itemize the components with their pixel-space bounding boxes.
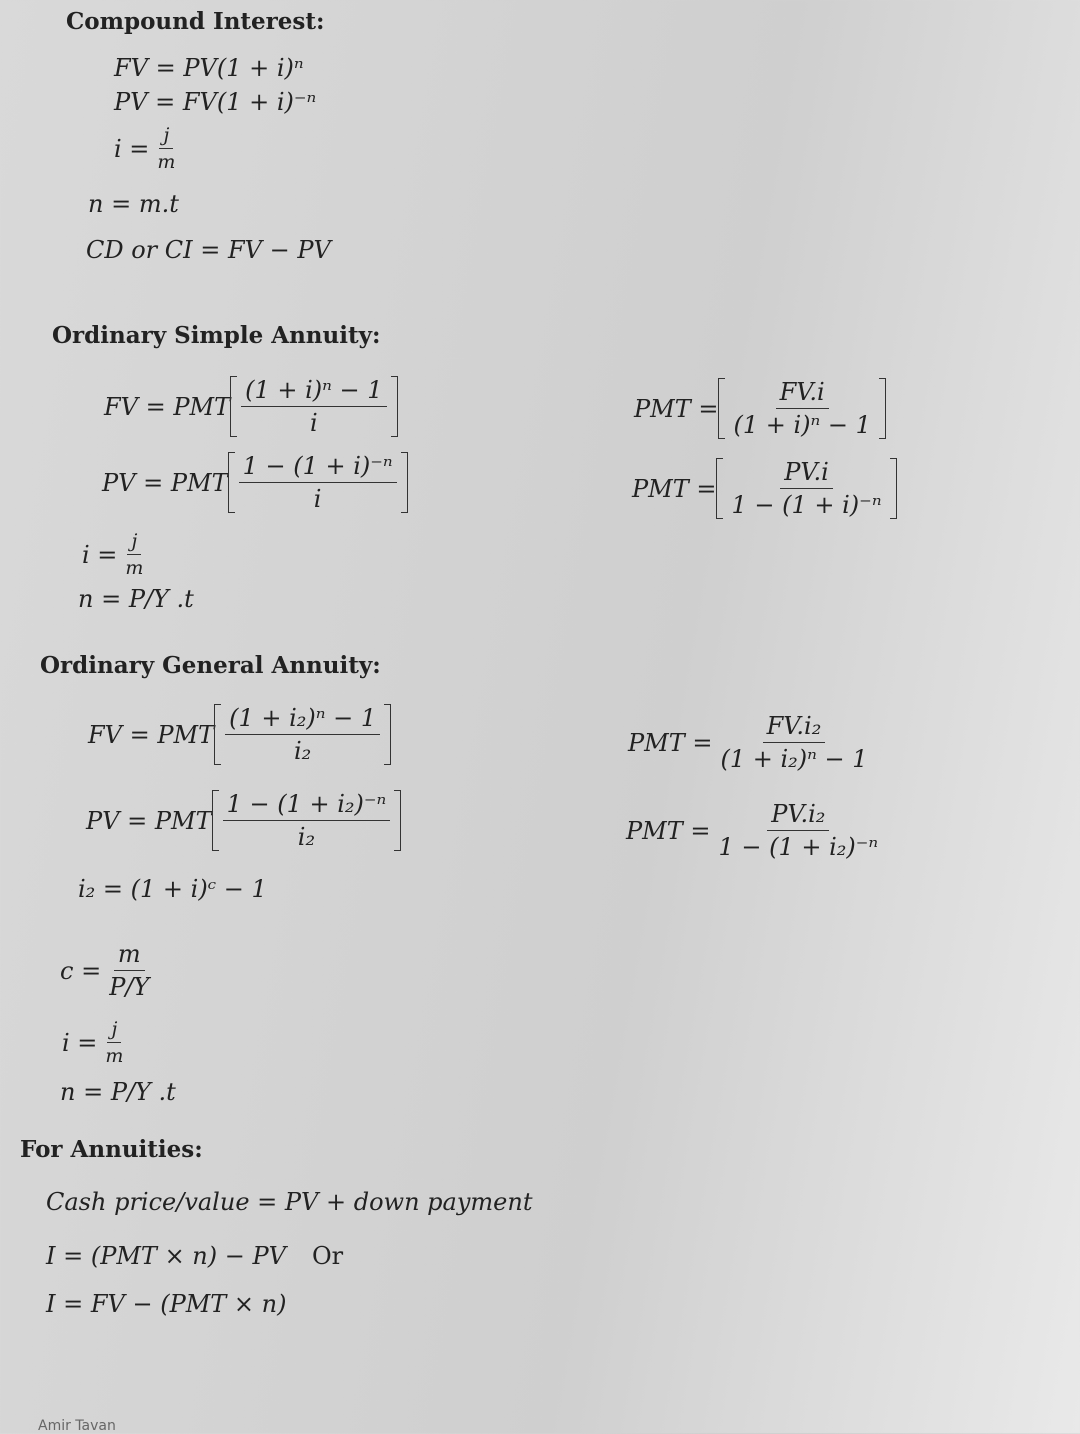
or-text: Or — [311, 1242, 344, 1270]
compound-i-lhs: i = — [114, 134, 150, 163]
general-fv-bracket — [214, 704, 391, 765]
simple-pmt-pv-fraction — [727, 458, 885, 519]
simple-i-lhs: i = — [82, 540, 118, 569]
general-annuity-heading: Ordinary General Annuity: — [40, 652, 381, 679]
simple-fv-lhs: FV = PMT — [104, 392, 231, 421]
simple-annuity-heading: Ordinary Simple Annuity: — [52, 322, 381, 349]
general-fv-formula — [88, 704, 391, 765]
simple-pv-bracket — [228, 452, 408, 513]
compound-i-denominator: m — [157, 151, 176, 173]
simple-pmt-fv-denominator: (1 + i)ⁿ − 1 — [733, 411, 871, 439]
general-pmt-fv-denominator: (1 + i₂)ⁿ − 1 — [720, 745, 868, 773]
for-annuities-heading: For Annuities: — [20, 1136, 203, 1163]
simple-n-formula: n = P/Y .t — [78, 585, 194, 613]
general-c-fraction — [105, 940, 153, 1001]
compound-heading: Compound Interest: — [66, 8, 325, 35]
simple-fv-denominator: i — [309, 409, 318, 437]
author-footer: Amir Tavan — [38, 1418, 116, 1434]
general-c-formula — [60, 940, 157, 1001]
simple-pv-lhs: PV = PMT — [102, 468, 228, 497]
simple-i-formula — [82, 530, 151, 579]
interest-formula-pmt-text: I = (PMT × n) − PV — [46, 1242, 286, 1270]
general-pv-formula — [86, 790, 401, 851]
general-pmt-fv-lhs: PMT = — [628, 728, 713, 757]
general-c-denominator: P/Y — [109, 973, 150, 1001]
simple-i-denominator: m — [125, 557, 144, 579]
simple-pmt-fv-lhs: PMT = — [634, 394, 719, 423]
simple-pmt-pv-lhs: PMT = — [632, 474, 717, 503]
simple-fv-formula — [104, 376, 398, 437]
compound-i-formula — [114, 124, 183, 173]
general-pmt-pv-denominator: 1 − (1 + i₂)⁻ⁿ — [718, 833, 879, 861]
simple-pmt-pv-formula — [632, 458, 897, 519]
general-fv-denominator: i₂ — [293, 737, 312, 765]
general-pmt-pv-numerator: PV.i₂ — [767, 800, 829, 831]
general-c-lhs: c = — [60, 956, 102, 985]
simple-pmt-fv-numerator: FV.i — [776, 378, 829, 409]
general-pv-bracket — [212, 790, 402, 851]
simple-fv-bracket — [230, 376, 397, 437]
general-pmt-fv-numerator: FV.i₂ — [763, 712, 826, 743]
general-pv-numerator: 1 − (1 + i₂)⁻ⁿ — [223, 790, 391, 821]
general-pv-denominator: i₂ — [297, 823, 316, 851]
general-pmt-pv-formula — [626, 800, 886, 861]
compound-fv-formula: FV = PV(1 + i)ⁿ — [114, 54, 304, 82]
simple-pmt-fv-bracket — [718, 378, 885, 439]
general-i-numerator: j — [107, 1018, 121, 1043]
cash-price-formula: Cash price/value = PV + down payment — [46, 1188, 533, 1216]
general-pmt-fv-fraction — [716, 712, 871, 773]
simple-pmt-fv-formula — [634, 378, 886, 439]
general-fv-lhs: FV = PMT — [88, 720, 215, 749]
compound-pv-formula: PV = FV(1 + i)⁻ⁿ — [114, 88, 317, 116]
general-n-formula: n = P/Y .t — [60, 1078, 176, 1106]
general-i-lhs: i = — [62, 1028, 98, 1057]
general-c-numerator: m — [114, 940, 145, 971]
simple-pmt-pv-denominator: 1 − (1 + i)⁻ⁿ — [731, 491, 882, 519]
general-i-denominator: m — [105, 1045, 124, 1067]
general-pmt-pv-fraction — [714, 800, 882, 861]
general-fv-numerator: (1 + i₂)ⁿ − 1 — [225, 704, 380, 735]
compound-n-formula: n = m.t — [88, 190, 179, 218]
interest-formula-fv: I = FV − (PMT × n) — [46, 1290, 287, 1318]
simple-pv-numerator: 1 − (1 + i)⁻ⁿ — [239, 452, 397, 483]
simple-i-numerator: j — [127, 530, 141, 555]
general-pv-fraction — [223, 790, 391, 851]
simple-pmt-pv-bracket — [716, 458, 896, 519]
simple-fv-numerator: (1 + i)ⁿ − 1 — [241, 376, 386, 407]
simple-i-fraction — [121, 530, 147, 579]
general-fv-fraction — [225, 704, 380, 765]
simple-fv-fraction — [241, 376, 386, 437]
general-i2-formula: i₂ = (1 + i)ᶜ − 1 — [78, 875, 267, 903]
simple-pmt-pv-numerator: PV.i — [780, 458, 833, 489]
interest-formula-pmt — [46, 1242, 343, 1270]
general-pmt-pv-lhs: PMT = — [626, 816, 711, 845]
general-pmt-fv-formula — [628, 712, 876, 773]
general-pv-lhs: PV = PMT — [86, 806, 212, 835]
general-i-formula — [62, 1018, 131, 1067]
simple-pv-fraction — [239, 452, 397, 513]
compound-i-numerator: j — [159, 124, 173, 149]
general-i-fraction — [101, 1018, 127, 1067]
simple-pv-formula — [102, 452, 408, 513]
compound-i-fraction — [153, 124, 179, 173]
simple-pv-denominator: i — [313, 485, 322, 513]
simple-pmt-fv-fraction — [729, 378, 874, 439]
compound-cd-formula: CD or CI = FV − PV — [86, 236, 331, 264]
